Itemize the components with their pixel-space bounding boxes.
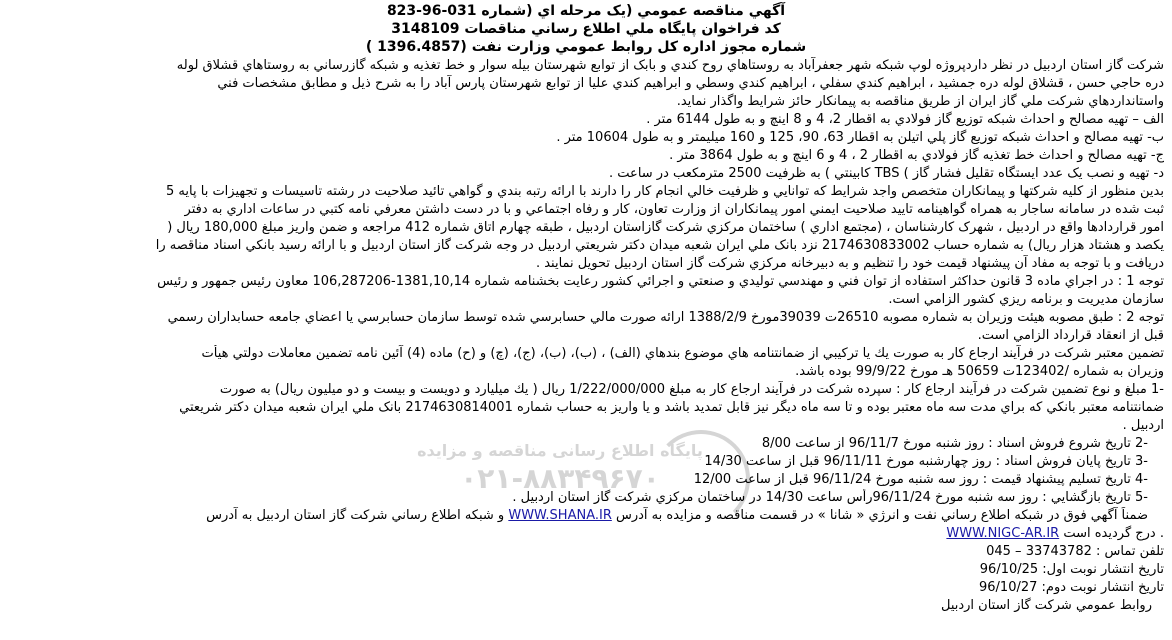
nigc-link[interactable]: WWW.NIGC-AR.IR bbox=[946, 526, 1060, 541]
first-publish-date: تاريخ انتشار نوبت اول: 96/10/25 bbox=[979, 562, 1164, 577]
watermark-text: پایگاه اطلاع رسانی مناقصه و مزایده bbox=[417, 441, 703, 460]
item-1-cont: ضمانتنامه معتبر بانکي که براي مدت سه ماه معتبر بوده و تا سه ماه ديگر نيز قابل تمديد باشد و يا واريز به حساب شماره 2174630814001 بانک ملي ايران شعبه ميدان دکتر شريعتي bbox=[179, 400, 1164, 415]
contact-phone: تلفن تماس : 33743782 – 045 bbox=[986, 544, 1164, 559]
note-2: توجه 2 : طبق مصوبه هيئت وزيران به شماره مصوبه 26510ت 39039مورخ 1388/2/9 ارائه صورت مالي حسابرسي شده توسط سازمان حسابرسي يا اعضاي جامعه حسابداران رسمي bbox=[167, 310, 1164, 325]
tender-code: کد فراخوان پايگاه ملي اطلاع رساني مناقصات 3148109 bbox=[391, 21, 781, 37]
item-5: -5 تاريخ بازگشايي : روز سه شنبه مورخ 96/11/24رأس ساعت 14/30 در ساختمان مرکزي شرکت گاز استان اردبيل . bbox=[512, 490, 1148, 505]
item-1-cont: اردبيل . bbox=[1122, 418, 1164, 433]
item-1: -1 مبلغ و نوع تضمين شرکت در فرآيند ارجاع کار : سپرده شرکت در فرآيند ارجاع کار به مبلغ 1/222/000/000 ريال ( يك ميليارد و دويست و بيست و دو ميليون ريال) به صورت bbox=[219, 382, 1164, 397]
body-line: بدين منظور از کليه شرکتها و پيمانکاران متخصص واجد شرايط که توانايي و ظرفيت خالي انجام کار را دارند با ارائه رتبه بندي و گواهي تائيد صلاحيت در رشته تاسيسات و تجهيزات با پايه 5 bbox=[166, 184, 1164, 199]
note-1-cont: سازمان مديريت و برنامه ريزي کشور الزامي است. bbox=[888, 292, 1164, 307]
item-jim: ج- تهيه مصالح و احداث خط تغذيه گاز فولادي به اقطار 2 ، 4 و 6 اينچ و به طول 3864 متر . bbox=[669, 148, 1164, 163]
body-line: ثبت شده در سامانه ساجار به همراه گواهينامه تاييد صلاحيت ايمني امور پيمانکاران از وزارت تعاون، کار و رفاه اجتماعي و با در دست داشتن معرفي نامه کتبي در ساعات اداري به دفتر bbox=[184, 202, 1164, 217]
shana-text: ضمناً آگهي فوق در شبکه اطلاع رساني نفت و انرژي « شانا » در قسمت مناقصه و مزايده به آدرس bbox=[616, 508, 1148, 523]
item-4: -4 تاريخ تسليم پيشنهاد قيمت : روز سه شنبه مورخ 96/11/24 قبل از ساعت 12/00 bbox=[693, 472, 1148, 487]
item-be: ب- تهيه مصالح و احداث شبکه توزيع گاز پلي اتيلن به اقطار 63، 90، 125 و 160 ميليمتر و به طول 10604 متر . bbox=[556, 130, 1164, 145]
guarantee-line: وزيران به شماره /123402ت 50659 هـ مورخ 99/9/22 بوده باشد. bbox=[795, 364, 1164, 379]
item-alef: الف – تهيه مصالح و احداث شبکه توزيع گاز فولادي به اقطار 2، 4 و 8 اينچ و به طول 6144 متر . bbox=[646, 112, 1164, 127]
note-2-cont: قبل از انعقاد قرارداد الزامي است. bbox=[977, 328, 1164, 343]
note-1: توجه 1 : در اجراي ماده 3 قانون حداکثر استفاده از توان فني و مهندسي توليدي و صنعتي و اجرائي کشور رعايت بخشنامه شماره 1381,10,14-106,287206 معاون رئيس جمهور و رئيس bbox=[157, 274, 1164, 289]
item-dal: د- تهيه و نصب يک عدد ايستگاه تقليل فشار گاز ) TBS کابينتي ) به ظرفيت 2500 مترمکعب در ساعت . bbox=[609, 166, 1164, 181]
body-line: واستانداردهاي شرکت ملي گاز ايران از طريق مناقصه به پيمانکار حائز شرايط واگذار نمايد. bbox=[676, 94, 1164, 109]
item-2: -2 تاريخ شروع فروش اسناد : روز شنبه مورخ 96/11/7 از ساعت 8/00 bbox=[761, 436, 1148, 451]
watermark-phone: ۰۲۱-۸۸۳۴۹۶۷۰ bbox=[460, 462, 660, 495]
permit-number: شماره مجوز اداره کل روابط عمومي وزارت نفت (1396.4857 ) bbox=[365, 39, 807, 55]
item-3: -3 تاريخ پايان فروش اسناد : روز چهارشنبه مورخ 96/11/11 قبل از ساعت 14/30 bbox=[704, 454, 1148, 469]
shana-after: و شبکه اطلاع رساني شرکت گاز استان اردبيل به آدرس bbox=[206, 508, 505, 523]
body-line: يکصد و هشتاد هزار ريال) به شماره حساب 2174630833002 نزد بانک ملي ايران شعبه ميدان دکتر شريعتي اردبيل در وجه شرکت گاز استان اردبيل و با ارائه رسيد بانکي اسناد مناقصه را bbox=[155, 238, 1164, 253]
nigc-after: درج گرديده است . bbox=[1063, 526, 1164, 541]
guarantee-line: تضمين معتبر شرکت در فرآيند ارجاع کار به صورت يك يا تركيبي از ضمانتنامه هاي موضوع بندهاي (الف) ، (ب)، (ب)، (ج)، (چ) و (ح) ماده (4) آئين نامه تضمين معاملات دولتي هيأت bbox=[201, 346, 1164, 361]
body-line: امور قراردادها واقع در اردبيل ، شهرک کارشناسان ، (مجتمع اداري ) ساختمان مرکزي شرکت گازاستان اردبيل ، طبقه چهارم اتاق شماره 412 مراجعه و ضمن واريز مبلغ 180,000 ريال ( bbox=[167, 220, 1164, 235]
body-line: شرکت گاز استان اردبيل در نظر داردپروژه لوپ شبکه شهر جعفرآباد به روستاهاي روح کندي و بابک از توابع شهرستان بيله سوار و خط تغذيه و شبکه گازرساني به روستاهاي قشلاق لوله bbox=[176, 58, 1164, 73]
body-line: دره حاجي حسن ، قشلاق لوله دره جمشيد ، ابراهيم کندي سفلي ، ابراهيم کندي وسطي و ابراهيم کندي عليا از توابع شهرستان پارس آباد را به شرح ذيل و مطابق مشخصات فني bbox=[217, 76, 1164, 91]
shana-link[interactable]: WWW.SHANA.IR bbox=[508, 508, 612, 523]
body-line: دريافت و با توجه به مفاد آن پيشنهاد قيمت خود را تنظيم و به دبيرخانه مرکزي شرکت گاز استان اردبيل تحويل نمايند . bbox=[535, 256, 1164, 271]
second-publish-date: تاريخ انتشار نوبت دوم: 96/10/27 bbox=[979, 580, 1164, 595]
signature: روابط عمومي شركت گاز استان اردبيل bbox=[940, 598, 1152, 613]
notice-title: آگهي مناقصه عمومي (يک مرحله اي (شماره 031-96-823 bbox=[386, 3, 786, 19]
nigc-line bbox=[8, 525, 1164, 543]
shana-line bbox=[8, 507, 1148, 525]
